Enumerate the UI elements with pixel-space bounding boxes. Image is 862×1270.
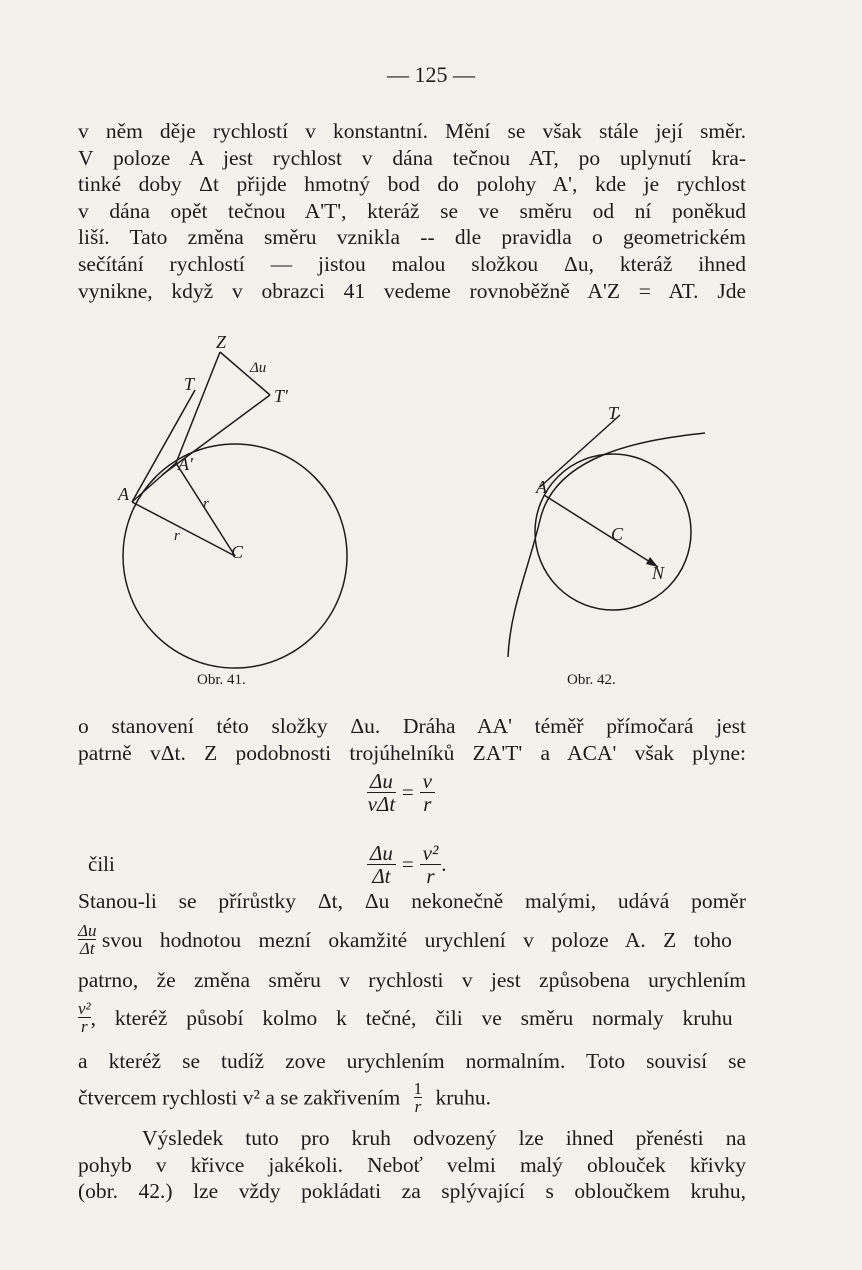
equals-sign: =	[401, 852, 414, 876]
text-line	[78, 922, 746, 957]
fraction	[78, 922, 96, 957]
tangent-line	[540, 415, 620, 487]
denominator: r	[426, 864, 435, 888]
numerator: Δu	[367, 842, 396, 865]
text-line-4: , kteréž působí kolmo k tečné, čili ve směru normaly kruhu	[90, 1005, 733, 1030]
label-T2: T'	[274, 386, 288, 406]
denominator: r	[414, 1097, 422, 1116]
fraction	[367, 842, 396, 887]
denominator: r	[423, 792, 432, 816]
text-line: Výsledek tuto pro kruh odvozený lze ihned přenésti na	[142, 1126, 746, 1150]
figure-42	[500, 395, 715, 665]
fraction	[420, 842, 442, 887]
formula-1	[367, 770, 435, 815]
label-C: C	[231, 542, 244, 562]
paragraph-3	[78, 1125, 746, 1205]
text-line: V poloze A jest rychlost v dána tečnou AT, po uplynutí kra-	[78, 145, 746, 170]
text-line	[78, 1080, 746, 1115]
text-line-6-end: kruhu.	[435, 1085, 492, 1110]
numerator: v²	[78, 999, 91, 1018]
text-line: patrně vΔt. Z podobnosti trojúhelníků ZA'T' a ACA' však plyne:	[78, 740, 746, 765]
text-line: o stanovení této složky Δu. Dráha AA' téměř přímočará jest	[78, 714, 746, 738]
numerator: v	[420, 770, 435, 793]
numerator: Δu	[367, 770, 396, 793]
numerator: v²	[420, 842, 442, 865]
label-A: A	[536, 477, 547, 497]
label-du: Δu	[250, 360, 267, 376]
figure-42-diagram	[500, 395, 715, 665]
numerator: Δu	[78, 921, 97, 940]
text-line: (obr. 42.) lze vždy pokládati za splývající s obloučkem kruhu,	[78, 1179, 746, 1204]
label-r2: r	[174, 528, 180, 544]
label-T: T	[608, 403, 619, 423]
denominator: vΔt	[367, 792, 396, 816]
fraction	[367, 770, 396, 815]
label-r1: r	[203, 496, 209, 512]
text-line	[78, 1048, 746, 1074]
equals-sign: =	[401, 780, 414, 804]
formula-suffix: .	[441, 852, 447, 876]
curve	[508, 433, 705, 657]
text-line	[78, 888, 746, 914]
text-line-1: Stanou-li se přírůstky Δt, Δu nekonečně malými, udává poměr	[78, 889, 746, 913]
text-line-2: svou hodnotou mezní okamžité urychlení v poloze A. Z toho	[101, 927, 732, 952]
formula-prefix: čili	[88, 852, 115, 876]
label-A2: A'	[178, 454, 193, 474]
text-line: sečítání rychlostí — jistou malou složkou Δu, kteráž ihned	[78, 251, 746, 276]
figure-41-caption: Obr. 41.	[197, 672, 246, 688]
label-N: N	[652, 563, 665, 583]
figure-41-diagram	[100, 330, 360, 680]
normal-line	[544, 495, 658, 567]
text-line-6: čtvercem rychlosti v² a se zakřivením	[78, 1085, 401, 1110]
denominator: r	[81, 1017, 88, 1036]
text-line	[78, 1000, 746, 1035]
text-line: v dána opět tečnou A'T', kteráž se ve směru od ní poněkud	[78, 198, 746, 223]
label-T: T	[184, 374, 195, 394]
tangent-AT	[132, 390, 195, 502]
arc-AA2	[132, 463, 176, 502]
figure-41	[100, 330, 360, 680]
text-line-5: a kteréž se tudíž zove urychlením normalním. Toto souvisí se	[78, 1049, 746, 1073]
numerator: 1	[413, 1079, 423, 1098]
text-line: vynikne, když v obrazci 41 vedeme rovnoběžně A'Z = AT. Jde	[78, 278, 746, 303]
text-line: v něm děje rychlostí v konstantní. Mění se však stále její směr.	[78, 119, 746, 143]
text-line: tinké doby Δt přijde hmotný bod do polohy A', kde je rychlost	[78, 172, 746, 197]
figure-42-caption: Obr. 42.	[567, 672, 616, 688]
fraction	[420, 770, 435, 815]
label-C: C	[611, 524, 624, 544]
fraction	[414, 1080, 423, 1115]
label-Z: Z	[216, 332, 227, 352]
page-number: — 125 —	[387, 62, 475, 87]
text-line-3: patrno, že změna směru v rychlosti v jest způsobena urychlením	[78, 968, 746, 992]
text-line: liší. Tato změna směru vznikla -- dle pravidla o geometrickém	[78, 225, 746, 250]
fraction	[78, 1000, 91, 1035]
denominator: Δt	[79, 939, 95, 958]
paragraph-1	[78, 118, 746, 304]
label-A: A	[118, 484, 129, 504]
radius-A	[132, 502, 235, 556]
text-line: pohyb v křivce jakékoli. Neboť velmi malý oblouček křivky	[78, 1152, 746, 1177]
paragraph-2	[78, 713, 746, 766]
text-line	[78, 967, 746, 993]
denominator: Δt	[372, 864, 391, 888]
formula-2	[88, 842, 488, 887]
